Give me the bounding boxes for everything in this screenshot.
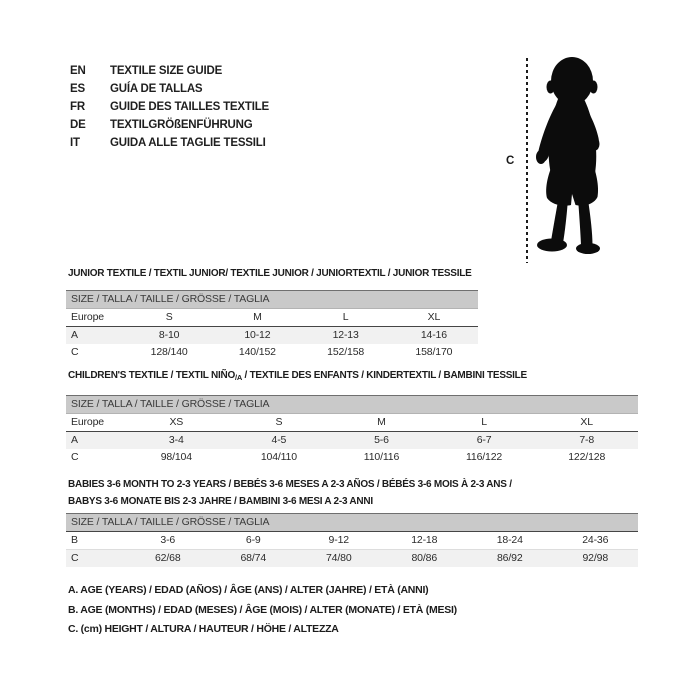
table-row-europe [66,309,478,327]
table-cell: 14-16 [390,327,478,345]
table-cell: XS [125,414,228,432]
row-label: B [66,532,125,550]
babies-size-table [66,513,638,567]
size-header-bar: SIZE / TALLA / TAILLE / GRÖSSE / TAGLIA [66,291,478,309]
table-cell: 18-24 [467,532,553,550]
table-cell: 9-12 [296,532,382,550]
row-label: A [66,432,125,450]
section-title-children [68,367,527,386]
table-cell: 92/98 [553,550,639,568]
title-text: / TEXTILE DES ENFANTS / KINDERTEXTIL / BAMBINI TESSILE [241,370,527,381]
legend-line-b: B. AGE (MONTHS) / EDAD (MESES) / ÂGE (MOIS) / ALTER (MONATE) / ETÀ (MESI) [68,603,457,616]
table-cell: S [228,414,331,432]
table-cell: 24-36 [553,532,639,550]
table-cell: 128/140 [150,346,188,358]
table-cell: M [213,309,301,327]
table-cell: 12-18 [382,532,468,550]
table-cell: 12-13 [302,327,390,345]
language-label: GUIDA ALLE TAGLIE TESSILI [110,137,266,149]
language-label: GUIDE DES TAILLES TEXTILE [110,101,269,113]
table-cell: 158/170 [415,346,453,358]
language-row-it [70,134,269,152]
children-size-table [66,395,638,466]
table-row-a [66,327,478,345]
table-cell: L [433,414,536,432]
size-header-row [66,514,638,532]
table-cell: 5-6 [330,432,433,450]
size-header-bar: SIZE / TALLA / TAILLE / GRÖSSE / TAGLIA [66,396,638,414]
language-row-de [70,116,269,134]
table-row-a [66,432,638,450]
table-cell: L [302,309,390,327]
section-title-junior: JUNIOR TEXTILE / TEXTIL JUNIOR/ TEXTILE JUNIOR / JUNIORTEXTIL / JUNIOR TESSILE [68,268,472,279]
table-cell: 68/74 [211,550,297,568]
table-cell: 62/68 [125,550,211,568]
language-label: TEXTILGRÖßENFÜHRUNG [110,119,253,131]
size-header-bar: SIZE / TALLA / TAILLE / GRÖSSE / TAGLIA [66,514,638,532]
junior-size-table [66,290,478,361]
table-row-b [66,532,638,550]
language-code: ES [70,83,85,95]
language-list [70,62,269,152]
table-cell: 104/110 [260,451,297,463]
row-label: C [66,550,125,568]
table-cell: 3-6 [125,532,211,550]
table-row-c [66,344,478,361]
table-cell: 110/116 [363,451,400,463]
height-measure-label: C [506,155,515,167]
legend-line-c: C. (cm) HEIGHT / ALTURA / HAUTEUR / HÖHE / ALTEZZA [68,623,339,635]
table-row-europe [66,414,638,432]
language-label: TEXTILE SIZE GUIDE [110,65,223,77]
table-cell: 98/104 [160,451,192,463]
table-cell: XL [535,414,638,432]
table-cell: XL [390,309,478,327]
language-code: EN [70,65,86,77]
table-cell: 7-8 [535,432,638,450]
table-cell: 10-12 [213,327,301,345]
language-row-en [70,62,269,80]
row-label: Europe [66,309,125,327]
height-measure-dotted-line [526,58,528,263]
table-row-c [66,449,638,466]
row-label: A [66,327,125,345]
title-subscript: /A [234,373,242,382]
legend-line-a: A. AGE (YEARS) / EDAD (AÑOS) / ÂGE (ANS) / ALTER (JAHRE) / ETÀ (ANNI) [68,584,429,596]
row-label: Europe [66,414,125,432]
language-label: GUÍA DE TALLAS [110,83,203,95]
table-cell: 152/158 [327,346,365,358]
table-cell: 74/80 [296,550,382,568]
table-cell: 8-10 [125,327,213,345]
table-cell: 3-4 [125,432,228,450]
title-line-2: BABYS 3-6 MONATE BIS 2-3 JAHRE / BAMBINI 3-6 MESI A 2-3 ANNI [68,496,373,507]
size-header-row [66,291,478,309]
row-label: C [71,451,79,463]
language-row-fr [70,98,269,116]
table-cell: 6-7 [433,432,536,450]
baby-silhouette-icon [530,55,624,257]
language-code: IT [70,137,80,149]
table-cell: 116/122 [466,451,503,463]
size-header-row [66,396,638,414]
section-title-babies [68,476,628,510]
table-cell: 122/128 [568,451,606,463]
table-cell: 140/152 [238,346,276,358]
language-code: FR [70,101,85,113]
title-line-1: BABIES 3-6 MONTH TO 2-3 YEARS / BEBÉS 3-6 MESES A 2-3 AÑOS / BÉBÉS 3-6 MOIS À 2-3 ANS / [68,479,512,490]
table-cell: 4-5 [228,432,331,450]
row-label: C [71,346,79,358]
table-row-c [66,550,638,568]
title-text: CHILDREN'S TEXTILE / TEXTIL NIÑO [68,370,235,381]
table-cell: 86/92 [467,550,553,568]
language-code: DE [70,119,86,131]
measure-legend [68,581,457,640]
table-cell: 80/86 [382,550,468,568]
table-cell: S [125,309,213,327]
table-cell: M [330,414,433,432]
language-row-es [70,80,269,98]
table-cell: 6-9 [211,532,297,550]
